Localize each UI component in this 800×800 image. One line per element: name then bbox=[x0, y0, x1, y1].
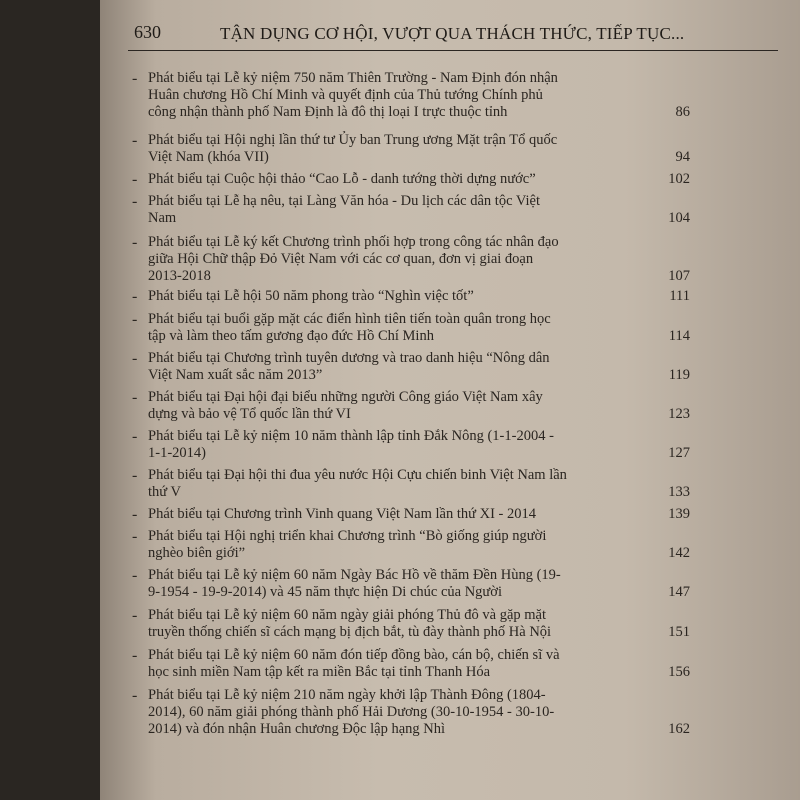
entry-page-number: 114 bbox=[668, 328, 690, 344]
bullet-dash: - bbox=[132, 647, 138, 664]
entry-page-number: 94 bbox=[675, 149, 690, 165]
toc-entry bbox=[130, 288, 690, 305]
toc-entry bbox=[130, 467, 690, 501]
entry-page-number: 119 bbox=[668, 367, 690, 383]
bullet-dash: - bbox=[132, 687, 138, 704]
entry-page-number: 147 bbox=[668, 584, 690, 600]
entry-page-number: 162 bbox=[668, 721, 690, 737]
entry-page-number: 107 bbox=[668, 268, 690, 284]
entry-page-number: 111 bbox=[669, 288, 690, 304]
toc-entry bbox=[130, 311, 690, 345]
entry-title: Phát biểu tại Lễ kỷ niệm 60 năm đón tiếp đồng bào, cán bộ, chiến sĩ và học sinh miền Nam tập kết ra miền Bắc tại tỉnh Thanh Hóa bbox=[148, 647, 560, 680]
entry-title: Phát biểu tại Lễ ký kết Chương trình phối hợp trong công tác nhân đạo giữa Hội Chữ thập Đỏ Việt Nam với các cơ quan, đơn vị giai đoạn 2013-2018 bbox=[148, 234, 559, 284]
bullet-dash: - bbox=[132, 132, 138, 149]
bullet-dash: - bbox=[132, 70, 138, 87]
bullet-dash: - bbox=[132, 350, 138, 367]
entry-title: Phát biểu tại Đại hội thi đua yêu nước Hội Cựu chiến binh Việt Nam lần thứ V bbox=[148, 467, 567, 500]
entry-title: Phát biểu tại Đại hội đại biểu những người Công giáo Việt Nam xây dựng và bảo vệ Tổ quốc lần thứ VI bbox=[148, 389, 543, 422]
bullet-dash: - bbox=[132, 467, 138, 484]
entry-page-number: 123 bbox=[668, 406, 690, 422]
bullet-dash: - bbox=[132, 288, 138, 305]
entry-title: Phát biểu tại Lễ kỷ niệm 210 năm ngày khởi lập Thành Đông (1804-2014), 60 năm giải phóng thành phố Hải Dương (30-10-1954 - 30-10-2014) và đón nhận Huân chương Độc lập hạng Nhì bbox=[148, 687, 555, 737]
entry-page-number: 151 bbox=[668, 624, 690, 640]
entry-title: Phát biểu tại Lễ kỷ niệm 10 năm thành lập tỉnh Đắk Nông (1-1-2004 - 1-1-2014) bbox=[148, 428, 554, 461]
toc-entry bbox=[130, 70, 690, 121]
toc-entry bbox=[130, 607, 690, 641]
bullet-dash: - bbox=[132, 171, 138, 188]
entry-title: Phát biểu tại Lễ hội 50 năm phong trào “Nghìn việc tốt” bbox=[148, 288, 474, 304]
entry-page-number: 139 bbox=[668, 506, 690, 522]
toc-entry bbox=[130, 132, 690, 166]
bullet-dash: - bbox=[132, 234, 138, 251]
toc-entry bbox=[130, 389, 690, 423]
entry-title: Phát biểu tại Hội nghị lần thứ tư Ủy ban Trung ương Mặt trận Tổ quốc Việt Nam (khóa VII) bbox=[148, 132, 558, 165]
toc-entry bbox=[130, 687, 690, 738]
toc-entry bbox=[130, 528, 690, 562]
entry-page-number: 133 bbox=[668, 484, 690, 500]
bullet-dash: - bbox=[132, 528, 138, 545]
entry-page-number: 102 bbox=[668, 171, 690, 187]
bullet-dash: - bbox=[132, 389, 138, 406]
bullet-dash: - bbox=[132, 607, 138, 624]
toc-entry bbox=[130, 567, 690, 601]
entry-title: Phát biểu tại Hội nghị triển khai Chương trình “Bò giống giúp người nghèo biên giới” bbox=[148, 528, 547, 561]
bullet-dash: - bbox=[132, 506, 138, 523]
toc-entry bbox=[130, 428, 690, 462]
bullet-dash: - bbox=[132, 428, 138, 445]
toc-entry bbox=[130, 193, 690, 227]
entry-title: Phát biểu tại Lễ kỷ niệm 60 năm Ngày Bác Hồ về thăm Đền Hùng (19-9-1954 - 19-9-2014) và 45 năm thực hiện Di chúc của Người bbox=[148, 567, 561, 600]
entry-title: Phát biểu tại Lễ kỷ niệm 60 năm ngày giải phóng Thủ đô và gặp mặt truyền thống chiến sĩ cách mạng bị địch bắt, tù đày thành phố Hà Nội bbox=[148, 607, 552, 640]
entry-page-number: 156 bbox=[668, 664, 690, 680]
entry-page-number: 142 bbox=[668, 545, 690, 561]
table-of-contents bbox=[130, 66, 690, 738]
entry-title: Phát biểu tại Lễ kỷ niệm 750 năm Thiên Trường - Nam Định đón nhận Huân chương Hồ Chí Minh và quyết định của Thủ tướng Chính phủ công nhận thành phố Nam Định là đô thị loại I trực thuộc tỉnh bbox=[148, 70, 558, 120]
entry-title: Phát biểu tại Lễ hạ nêu, tại Làng Văn hóa - Du lịch các dân tộc Việt Nam bbox=[148, 193, 540, 226]
book-page bbox=[100, 0, 800, 800]
bullet-dash: - bbox=[132, 193, 138, 210]
bullet-dash: - bbox=[132, 567, 138, 584]
entry-title: Phát biểu tại buổi gặp mặt các điển hình tiên tiến toàn quân trong học tập và làm theo tấm gương đạo đức Hồ Chí Minh bbox=[148, 311, 551, 344]
entry-page-number: 104 bbox=[668, 210, 690, 226]
entry-page-number: 86 bbox=[675, 104, 690, 120]
toc-entry bbox=[130, 171, 690, 188]
page-header bbox=[128, 14, 778, 51]
toc-entry bbox=[130, 506, 690, 523]
bullet-dash: - bbox=[132, 311, 138, 328]
entry-page-number: 127 bbox=[668, 445, 690, 461]
toc-entry bbox=[130, 647, 690, 681]
page-number: 630 bbox=[134, 22, 161, 42]
entry-title: Phát biểu tại Cuộc hội thảo “Cao Lỗ - danh tướng thời dựng nước” bbox=[148, 171, 536, 187]
entry-title: Phát biểu tại Chương trình Vinh quang Việt Nam lần thứ XI - 2014 bbox=[148, 506, 536, 522]
running-title: TẬN DỤNG CƠ HỘI, VƯỢT QUA THÁCH THỨC, TIẾP TỤC... bbox=[220, 24, 685, 43]
toc-entry bbox=[130, 350, 690, 384]
toc-entry bbox=[130, 234, 690, 285]
entry-title: Phát biểu tại Chương trình tuyên dương và trao danh hiệu “Nông dân Việt Nam xuất sắc năm 2013” bbox=[148, 350, 550, 383]
